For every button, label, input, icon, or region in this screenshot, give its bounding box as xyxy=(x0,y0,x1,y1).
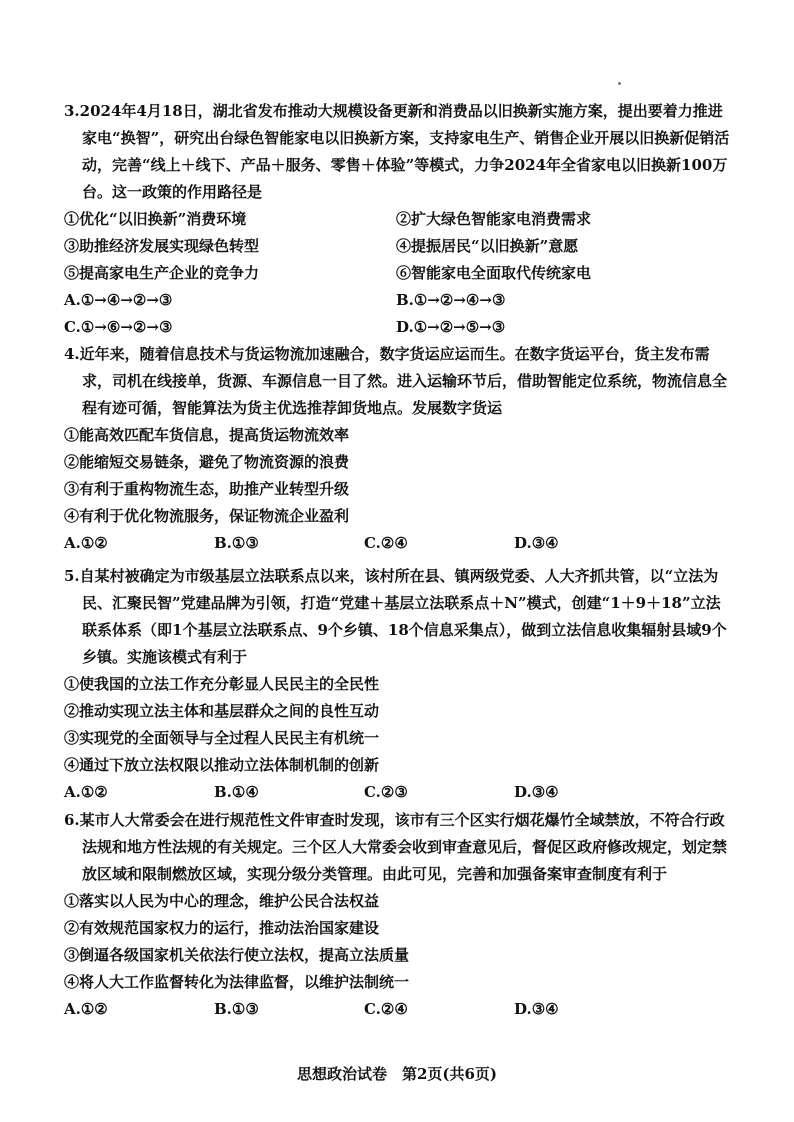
statement: ④提振居民“以旧换新”意愿 xyxy=(396,237,579,255)
statement: ⑤提高家电生产企业的竞争力 xyxy=(64,264,260,282)
question-4 xyxy=(64,341,732,557)
choice-b[interactable]: B.①④ xyxy=(214,783,259,801)
choice-c[interactable]: C.②③ xyxy=(364,783,408,801)
scan-speck xyxy=(618,82,621,85)
choice-c[interactable]: C.①→⑥→②→③ xyxy=(64,318,173,336)
question-4-stem: 4.近年来，随着信息技术与货运物流加速融合，数字货运应运而生。在数字货运平台，货主发布需求，司机在线接单，货源、车源信息一目了然。进入运输环节后，借助智能定位系统，物流信息全程有迹可循，智能算法为货主优选推荐卸货地点。发展数字货运 xyxy=(64,345,728,417)
statement: ③倒逼各级国家机关依法行使立法权，提高立法质量 xyxy=(64,946,410,964)
choice-a[interactable]: A.①→④→②→③ xyxy=(64,291,173,309)
statement: ③有利于重构物流生态，助推产业转型升级 xyxy=(64,480,350,498)
choice-b[interactable]: B.①→②→④→③ xyxy=(396,291,506,309)
choice-c[interactable]: C.②④ xyxy=(364,534,408,552)
choice-a[interactable]: A.①② xyxy=(64,783,108,801)
question-6-stem: 6.某市人大常委会在进行规范性文件审查时发现，该市有三个区实行烟花爆竹全域禁放，不符合行政法规和地方性法规的有关规定。三个区人大常委会收到审查意见后，督促区政府修改规定，划定禁放区域和限制燃放区域，实现分级分类管理。由此可见，完善和加强备案审查制度有利于 xyxy=(64,811,728,883)
choice-c[interactable]: C.②④ xyxy=(364,1000,408,1018)
question-5-stem: 5.自某村被确定为市级基层立法联系点以来，该村所在县、镇两级党委、人大齐抓共管，以“立法为民、汇聚民智”党建品牌为引领，打造“党建＋基层立法联系点＋N”模式，创建“1＋9＋18”立法联系体系（即1个基层立法联系点、9个乡镇、18个信息采集点），做到立法信息收集辐射县域9个乡镇。实施该模式有利于 xyxy=(64,567,727,666)
question-3-stem: 3.2024年4月18日，湖北省发布推动大规模设备更新和消费品以旧换新实施方案，提出要着力推进家电“换智”，研究出台绿色智能家电以旧换新方案，支持家电生产、销售企业开展以旧换新促销活动，完善“线上＋线下、产品＋服务、零售＋体验”等模式，力争2024年全省家电以旧换新100万台。这一政策的作用路径是 xyxy=(64,102,730,201)
page-footer: 思想政治试卷 第2页(共6页) xyxy=(296,1065,498,1083)
statement: ④有利于优化物流服务，保证物流企业盈利 xyxy=(64,507,350,525)
question-6-choices xyxy=(64,996,732,1023)
statement: ①优化“以旧换新”消费环境 xyxy=(64,210,247,228)
statement: ①落实以人民为中心的理念，维护公民合法权益 xyxy=(64,892,380,910)
choice-d[interactable]: D.①→②→⑤→③ xyxy=(396,318,506,336)
question-4-choices xyxy=(64,530,732,557)
question-5-choices xyxy=(64,779,732,806)
choice-a[interactable]: A.①② xyxy=(64,534,108,552)
statement: ②推动实现立法主体和基层群众之间的良性互动 xyxy=(64,702,380,720)
choice-d[interactable]: D.③④ xyxy=(514,1000,559,1018)
statement: ③助推经济发展实现绿色转型 xyxy=(64,237,260,255)
statement: ④通过下放立法权限以推动立法体制机制的创新 xyxy=(64,756,380,774)
choice-d[interactable]: D.③④ xyxy=(514,783,559,801)
statement: ④将人大工作监督转化为法律监督，以维护法制统一 xyxy=(64,973,410,991)
statement: ⑥智能家电全面取代传统家电 xyxy=(396,264,592,282)
question-3-choices xyxy=(64,287,732,341)
statement: ③实现党的全面领导与全过程人民民主有机统一 xyxy=(64,729,380,747)
statement: ②能缩短交易链条，避免了物流资源的浪费 xyxy=(64,453,350,471)
question-3-statements xyxy=(64,206,732,287)
question-5 xyxy=(64,563,732,806)
statement: ①使我国的立法工作充分彰显人民民主的全民性 xyxy=(64,675,380,693)
statement: ②扩大绿色智能家电消费需求 xyxy=(396,210,592,228)
question-3 xyxy=(64,98,732,341)
choice-b[interactable]: B.①③ xyxy=(214,1000,259,1018)
statement: ②有效规范国家权力的运行，推动法治国家建设 xyxy=(64,919,380,937)
statement: ①能高效匹配车货信息，提高货运物流效率 xyxy=(64,426,350,444)
question-6 xyxy=(64,807,732,1023)
choice-a[interactable]: A.①② xyxy=(64,1000,108,1018)
choice-d[interactable]: D.③④ xyxy=(514,534,559,552)
choice-b[interactable]: B.①③ xyxy=(214,534,259,552)
